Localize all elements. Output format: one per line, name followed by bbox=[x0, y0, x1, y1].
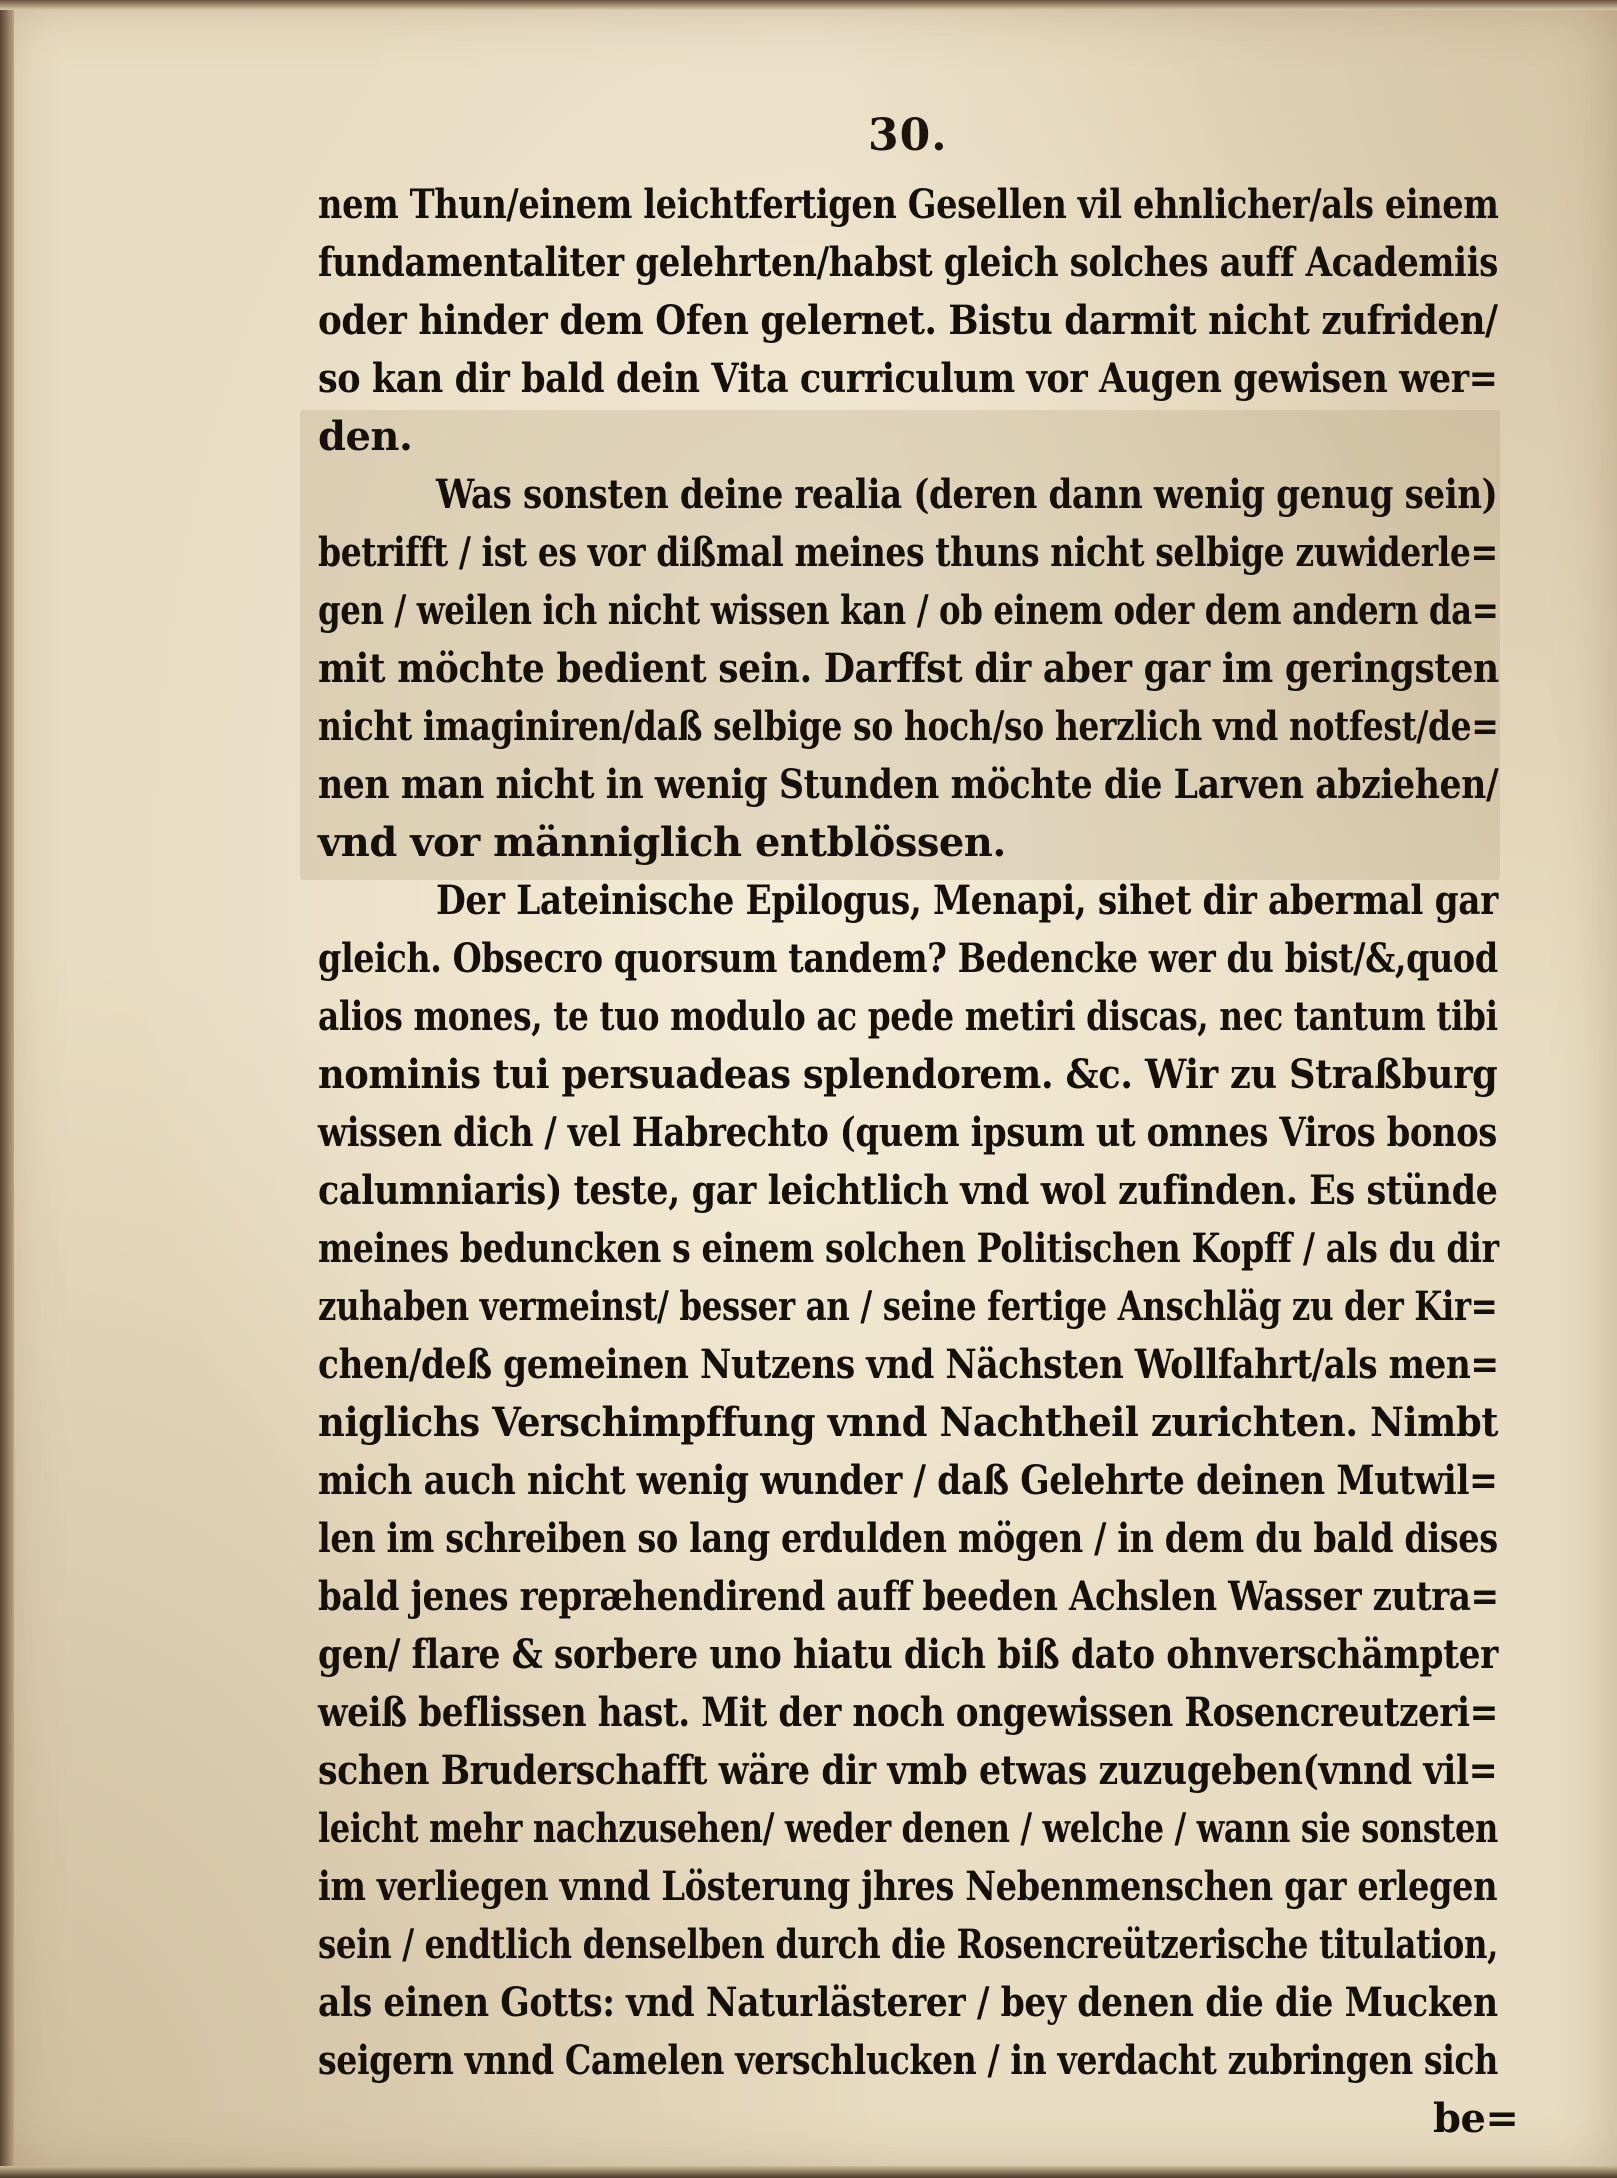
text-line: nem Thun/einem leichtfertigen Gesellen vil ehnlicher/als einem bbox=[318, 181, 1499, 228]
text-line: gleich. Obsecro quorsum tandem? Bedencke wer du bist/&,quod bbox=[318, 935, 1498, 982]
paragraph-start-line: Was sonsten deine realia (deren dann wenig genug sein) bbox=[436, 471, 1498, 518]
text-line: alios mones, te tuo modulo ac pede metiri discas, nec tantum tibi bbox=[318, 993, 1498, 1040]
text-line: wissen dich / vel Habrechto (quem ipsum ut omnes Viros bonos bbox=[318, 1109, 1497, 1156]
page-number: 30. bbox=[868, 110, 948, 161]
text-line: calumniaris) teste, gar leichtlich vnd wol zufinden. Es stünde bbox=[318, 1167, 1498, 1214]
text-line: im verliegen vnnd Lösterung jhres Nebenmenschen gar erlegen bbox=[318, 1863, 1498, 1910]
paragraph-start-line: Der Lateinische Epilogus, Menapi, sihet dir abermal gar bbox=[436, 877, 1498, 924]
text-line: sein / endtlich denselben durch die Rosencreützerische titulation, bbox=[318, 1921, 1499, 1968]
page-top-edge bbox=[0, 0, 1617, 10]
text-line: weiß beflissen hast. Mit der noch ongewissen Rosencreutzeri= bbox=[318, 1689, 1498, 1736]
text-line: oder hinder dem Ofen gelernet. Bistu darmit nicht zufriden/ bbox=[318, 297, 1498, 344]
text-line: gen / weilen ich nicht wissen kan / ob einem oder dem andern da= bbox=[318, 587, 1499, 634]
text-line: schen Bruderschafft wäre dir vmb etwas zuzugeben(vnnd vil= bbox=[318, 1747, 1498, 1794]
text-line: mich auch nicht wenig wunder / daß Gelehrte deinen Mutwil= bbox=[318, 1457, 1498, 1504]
text-line: zuhaben vermeinst/ besser an / seine fertige Anschläg zu der Kir= bbox=[318, 1283, 1498, 1330]
text-line: bald jenes repræhendirend auff beeden Achslen Wasser zutra= bbox=[318, 1573, 1499, 1620]
page-left-edge bbox=[0, 0, 14, 2178]
text-line: so kan dir bald dein Vita curriculum vor Augen gewisen wer= bbox=[318, 355, 1498, 402]
text-line: len im schreiben so lang erdulden mögen / in dem du bald dises bbox=[318, 1515, 1498, 1562]
text-line: den. bbox=[318, 413, 413, 460]
catchword: be= bbox=[1433, 2095, 1519, 2142]
text-line: leicht mehr nachzusehen/ weder denen / welche / wann sie sonsten bbox=[318, 1805, 1498, 1852]
text-line: niglichs Verschimpffung vnnd Nachtheil zurichten. Nimbt bbox=[318, 1399, 1498, 1446]
text-line: als einen Gotts: vnd Naturlästerer / bey denen die die Mucken bbox=[318, 1979, 1498, 2026]
text-line: meines beduncken s einem solchen Politischen Kopff / als du dir bbox=[318, 1225, 1499, 1272]
text-line: chen/deß gemeinen Nutzens vnd Nächsten Wollfahrt/als men= bbox=[318, 1341, 1499, 1388]
text-line: seigern vnnd Camelen verschlucken / in verdacht zubringen sich bbox=[318, 2037, 1498, 2084]
text-line: mit möchte bedient sein. Darffst dir aber gar im geringsten bbox=[318, 645, 1499, 692]
text-line: nominis tui persuadeas splendorem. &c. Wir zu Straßburg bbox=[318, 1051, 1498, 1098]
text-line: nen man nicht in wenig Stunden möchte die Larven abziehen/ bbox=[318, 761, 1499, 808]
text-line: vnd vor männiglich entblössen. bbox=[318, 819, 1006, 866]
text-line: betrifft / ist es vor dißmal meines thuns nicht selbige zuwiderle= bbox=[318, 529, 1498, 576]
text-line: nicht imaginiren/daß selbige so hoch/so herzlich vnd notfest/de= bbox=[318, 703, 1499, 750]
text-line: gen/ flare & sorbere uno hiatu dich biß dato ohnverschämpter bbox=[318, 1631, 1498, 1678]
text-line: fundamentaliter gelehrten/habst gleich solches auff Academiis bbox=[318, 239, 1498, 286]
page-bottom-edge bbox=[0, 2166, 1617, 2178]
